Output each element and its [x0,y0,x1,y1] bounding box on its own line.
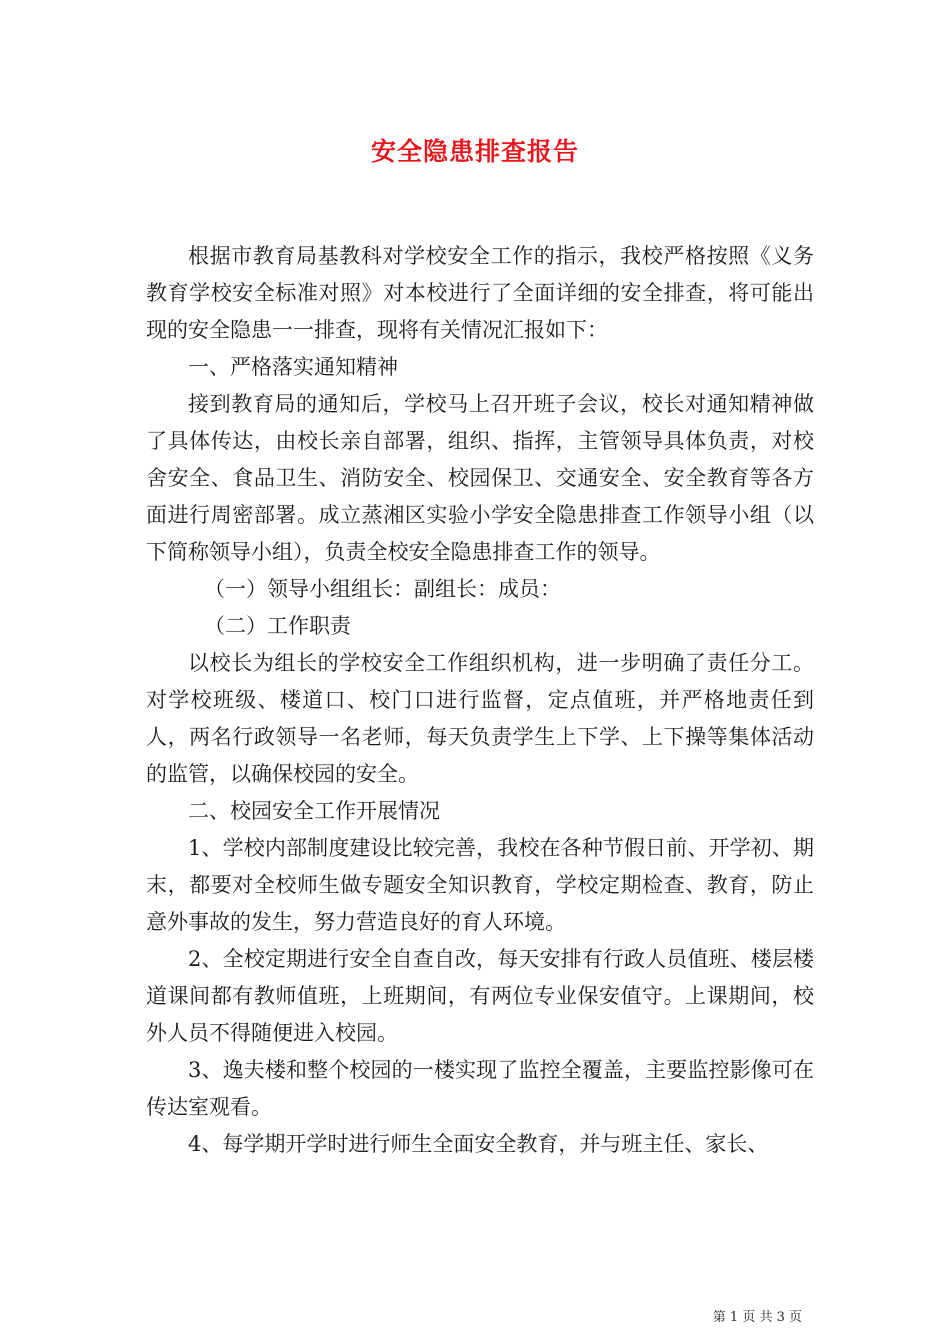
paragraph-item-2: 2、全校定期进行安全自查自改，每天安排有行政人员值班、楼层楼道课间都有教师值班，上班期间，有两位专业保安值守。上课期间，校外人员不得随便进入校园。 [146,947,814,1045]
page-number: 第 1 页 共 3 页 [712,1310,802,1325]
paragraph-item-4: 4、每学期开学时进行师生全面安全教育，并与班主任、家长、 [188,1132,769,1156]
subheading-duties: （二）工作职责 [204,614,351,638]
paragraph-duties: 以校长为组长的学校安全工作组织机构，进一步明确了责任分工。对学校班级、楼道口、校门口进行监督，定点值班，并严格地责任到人，两名行政领导一名老师，每天负责学生上下学、上下操等集体活动的监管，以确保校园的安全。 [146,651,814,786]
paragraph-item-1: 1、学校内部制度建设比较完善，我校在各种节假日前、开学初、期末，都要对全校师生做专题安全知识教育，学校定期检查、教育，防止意外事故的发生，努力营造良好的育人环境。 [146,836,814,934]
document-title: 安全隐患排查报告 [370,137,579,166]
document-body [146,238,814,1163]
paragraph-intro: 根据市教育局基教科对学校安全工作的指示，我校严格按照《义务教育学校安全标准对照》对本校进行了全面详细的安全排查，将可能出现的安全隐患一一排查，现将有关情况汇报如下： [146,244,814,342]
heading-section-2: 二、校园安全工作开展情况 [188,799,440,823]
paragraph-section-1: 接到教育局的通知后，学校马上召开班子会议，校长对通知精神做了具体传达，由校长亲自部署，组织、指挥，主管领导具体负责，对校舍安全、食品卫生、消防安全、校园保卫、交通安全、安全教育等各方面进行周密部署。成立蒸湘区实验小学安全隐患排查工作领导小组（以下简称领导小组），负责全校安全隐患排查工作的领导。 [146,392,814,564]
paragraph-item-3: 3、逸夫楼和整个校园的一楼实现了监控全覆盖，主要监控影像可在传达室观看。 [146,1058,814,1119]
subheading-leadership-group: （一）领导小组组长：副组长：成员： [204,577,561,601]
heading-section-1: 一、严格落实通知精神 [188,355,398,379]
